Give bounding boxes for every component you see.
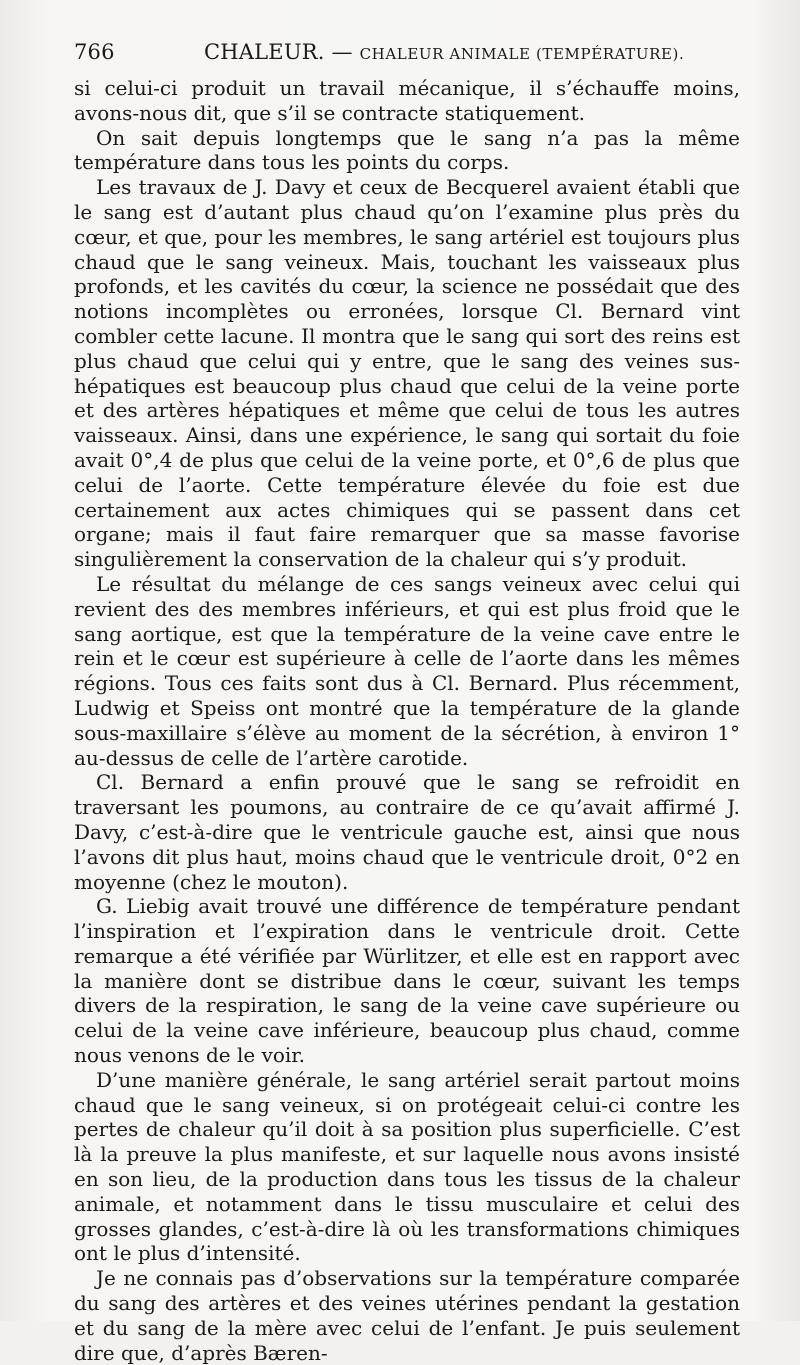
running-title-main: CHALEUR. [204, 40, 325, 64]
page-number: 766 [74, 40, 115, 64]
page-body-text [74, 76, 740, 1365]
paragraph: On sait depuis longtemps que le sang n’a pas la même température dans tous les points du corps. [74, 125, 740, 175]
paragraph: si celui-ci produit un travail mécanique, il s’échauffe moins, avons-nous dit, que s’il se contracte statiquement. [74, 76, 740, 125]
running-title-dash: — [331, 40, 353, 64]
paragraph: Cl. Bernard a enfin prouvé que le sang se refroidit en traversant les poumons, au contraire de ce qu’avait affirmé J. Davy, c’est-à-dire que le ventricule gauche est, ainsi que nous l’avons dit plus haut, moins chaud que le ventricule droit, 0°2 en moyenne (chez le mouton). [74, 770, 740, 894]
paragraph: Je ne connais pas d’observations sur la température comparée du sang des artères et des veines utérines pendant la gestation et du sang de la mère avec celui de l’enfant. Je puis seulement dire que, d’après Bæren- [74, 1266, 740, 1365]
paragraph: D’une manière générale, le sang artériel serait partout moins chaud que le sang veineux, si on protégeait celui-ci contre les pertes de chaleur qu’il doit à sa position plus superficielle. C’est là la preuve la plus manifeste, et sur laquelle nous avons insisté en son lieu, de la production dans tous les tissus de la chaleur animale, et notamment dans le tissu musculaire et celui des grosses glandes, c’est-à-dire là où les transformations chimiques ont le plus d’intensité. [74, 1067, 740, 1266]
paragraph: Le résultat du mélange de ces sangs veineux avec celui qui revient des des membres inférieurs, et qui est plus froid que le sang aortique, est que la température de la veine cave entre le rein et le cœur est supérieure à celle de l’aorte dans les mêmes régions. Tous ces faits sont dus à Cl. Bernard. Plus récemment, Ludwig et Speiss ont montré que la température de la glande sous-maxillaire s’élève au moment de la sécrétion, à environ 1° au-dessus de celle de l’artère carotide. [74, 571, 740, 770]
running-title [204, 40, 684, 64]
paragraph: Les travaux de J. Davy et ceux de Becquerel avaient établi que le sang est d’autant plus chaud qu’on l’examine plus près du cœur, et que, pour les membres, le sang artériel est toujours plus chaud que le sang veineux. Mais, touchant les vaisseaux plus profonds, et les cavités du cœur, la science ne possédait que des notions incomplètes ou erronées, lorsque Cl. Bernard vint combler cette lacune. Il montra que le sang qui sort des reins est plus chaud que celui qui y entre, que le sang des veines sus-hépatiques est beaucoup plus chaud que celui de la veine porte et des artères hépatiques et même que celui de tous les autres vaisseaux. Ainsi, dans une expérience, le sang qui sortait du foie avait 0°,4 de plus que celui de la veine porte, et 0°,6 de plus que celui de l’aorte. Cette température élevée du foie est due certainement aux actes chimiques qui se passent dans cet organe; mais il faut faire remarquer que sa masse favorise singulièrement la conservation de la chaleur qui s’y produit. [74, 175, 740, 572]
paragraph: G. Liebig avait trouvé une différence de température pendant l’inspiration et l’expiration dans le ventricule droit. Cette remarque a été vérifiée par Würlitzer, et elle est en rapport avec la manière dont se distribue dans le cœur, suivant les temps divers de la respiration, le sang de la veine cave supérieure ou celui de la veine cave inférieure, beaucoup plus chaud, comme nous venons de le voir. [74, 894, 740, 1068]
running-title-subtitle: CHALEUR ANIMALE (TEMPÉRATURE). [359, 45, 685, 63]
